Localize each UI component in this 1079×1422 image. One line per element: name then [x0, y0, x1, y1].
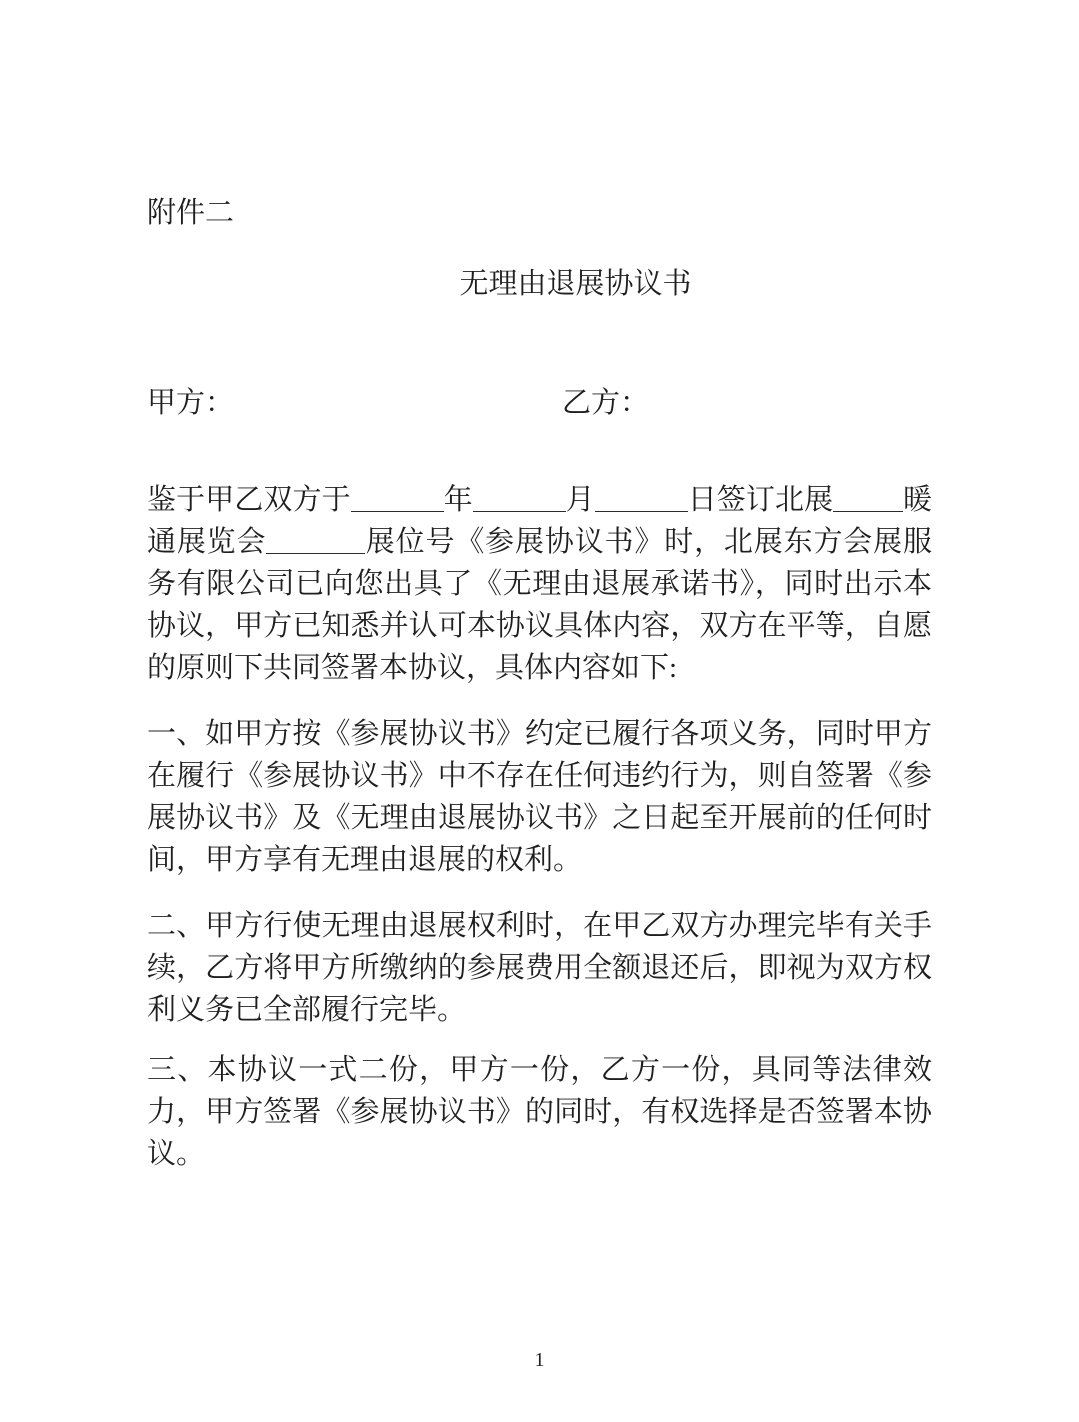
party-a-label: 甲方：	[147, 387, 235, 419]
party-b-label: 乙方：	[562, 387, 650, 419]
paragraphs-container	[147, 479, 932, 1175]
fill-in-blank	[595, 485, 688, 512]
fill-in-blank	[833, 485, 903, 512]
paragraph-clause-3: 三、本协议一式二份，甲方一份，乙方一份，具同等法律效力，甲方签署《参展协议书》的同时，有权选择是否签署本协议。	[147, 1054, 932, 1170]
parties-row	[147, 386, 932, 421]
fill-in-blank	[473, 485, 566, 512]
document-title: 无理由退展协议书	[459, 268, 692, 300]
paragraph-clause-1: 一、如甲方按《参展协议书》约定已履行各项义务，同时甲方在履行《参展协议书》中不存在任何违约行为，则自签署《参展协议书》及《无理由退展协议书》之日起至开展前的任何时间，甲方享有无理由退展的权利。	[147, 718, 932, 876]
fill-in-blank	[266, 527, 365, 554]
attachment-label: 附件二	[147, 197, 235, 229]
document-content	[147, 0, 932, 1175]
fill-in-blank	[351, 485, 444, 512]
page-number: 1	[534, 1349, 545, 1371]
paragraph-preamble: 鉴于甲乙双方于 年 月 日签订北展 暖通展览会 展位号《参展协议书》时，北展东方会展服务有限公司已向您出具了《无理由退展承诺书》，同时出示本协议，甲方已知悉并认可本协议具体内容，双方在平等，自愿的原则下共同签署本协议，具体内容如下:	[147, 484, 932, 684]
paragraph-clause-2: 二、甲方行使无理由退展权利时，在甲乙双方办理完毕有关手续，乙方将甲方所缴纳的参展费用全额退还后，即视为双方权利义务已全部履行完毕。	[147, 910, 932, 1026]
